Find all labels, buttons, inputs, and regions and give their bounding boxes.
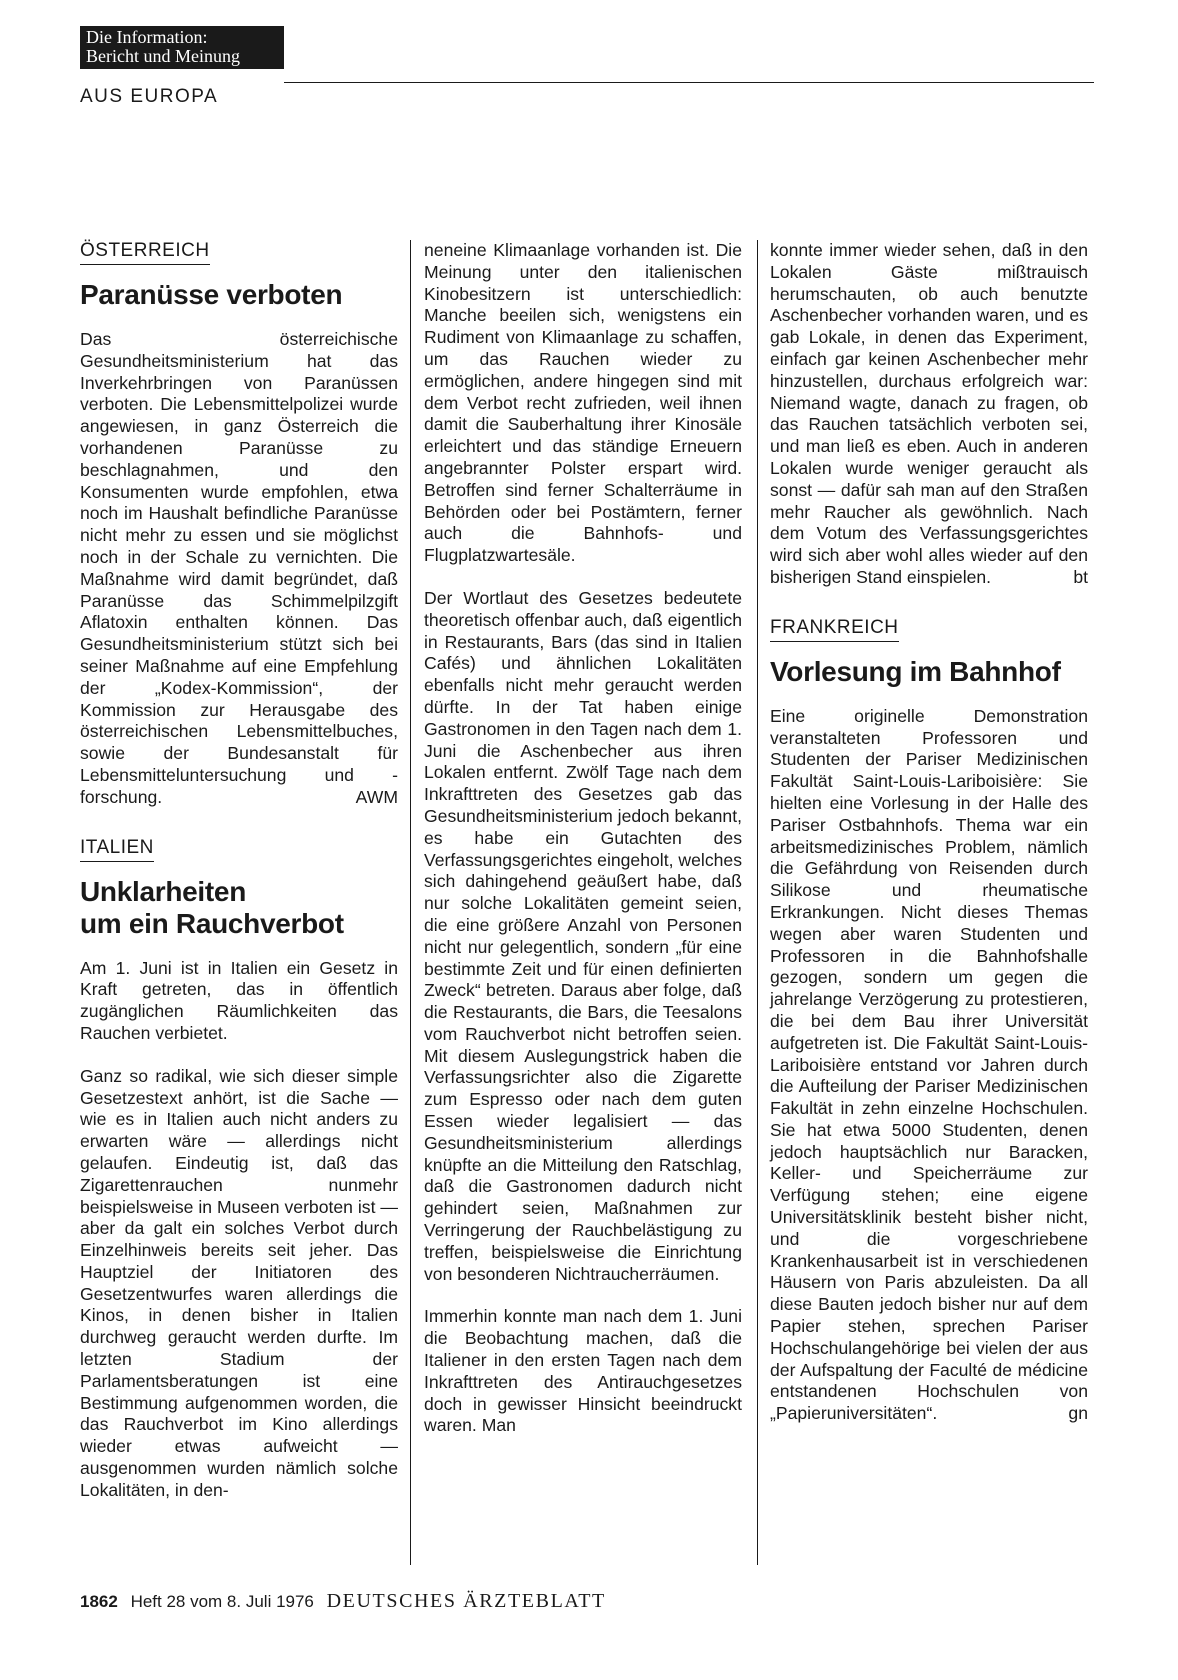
region-label: AUS EUROPA [80, 86, 219, 107]
author-signature: bt [1073, 566, 1088, 587]
article-text: Eine originelle Demonstration veranstalteten Professoren und Studenten der Pariser Medizinischen Fakultät Saint-Louis-Lariboisière: Sie hielten eine Vorlesung in der Halle des Pariser Ostbahnhofs. Thema war ein arbeitsmedizinisches Problem, nämlich die Gefährdung von Reisenden durch Silikose und rheumatische Erkrankungen. Nicht dieses Themas wegen aber waren Studenten und Professoren in die Bahnhofshalle gezogen, sondern um gegen die jahrelange Verzögerung zu protestieren, die bei dem Bau ihrer Universität aufgetreten ist. Die Fakultät Saint-Louis-Lariboisière entstand vor Jahren durch die Aufteilung der Pariser Medizinischen Fakultät in zehn einzelne Hochschulen. Sie hat etwa 5000 Studenten, denen jedoch hauptsächlich nur Baracken, Keller- und Speicherräume zur Verfügung stehen; eine eigene Universitätsklinik besteht bisher nicht, und die vorgeschriebene Krankenhausarbeit ist in verschiedenen Häusern von Paris abzuleisten. Da all diese Bauten jedoch bisher nur auf dem Papier stehen, sprechen Pariser Hochschulangehörige bei vielen der aus der Aufspaltung der Faculté de médicine entstandenen Hochschulen von „Papieruniversitäten“. [770, 705, 1088, 1424]
headline-austria: Paranüsse verboten [80, 279, 343, 310]
article-paragraph: Immerhin konnte man nach dem 1. Juni die Beobachtung machen, daß die Italiener in den ersten Tagen nach dem Inkrafttreten des Antirauchgesetzes doch in gewisser Hinsicht beeindruckt waren. Man [424, 1306, 742, 1436]
section-label-italy: ITALIEN [80, 837, 154, 862]
article-paragraph: Der Wortlaut des Gesetzes bedeutete theoretisch offenbar auch, daß eigentlich in Restaurants, Bars (das sind in Italien Cafés) und ähnlichen Lokalitäten ebenfalls nicht mehr geraucht werden dürfte. In der Tat haben einige Gastronomen in den Tagen nach dem 1. Juni die Aschenbecher aus ihren Lokalen entfernt. Zwölf Tage nach dem Inkrafttreten des Gesetzes gab das Gesundheitsministerium jedoch bekannt, es habe ein Gutachten des Verfassungsgerichtes eingeholt, welches sich dahingehend geäußert habe, daß nur solche Lokalitäten gemeint seien, die eine größere Anzahl von Personen nicht nur gelegentlich, sondern „für eine bestimmte Zeit und für einen definierten Zweck“ betreten. Daraus aber folge, daß die Restaurants, die Bars, die Teesalons vom Rauchverbot nicht betroffen seien. Mit diesem Auslegungstrick haben die Verfassungsrichter also die Zigarette zum Espresso oder nach dem guten Essen wieder legalisiert — das Gesundheitsministerium allerdings knüpfte an die Mitteilung den Ratschlag, daß die Gastronomen dadurch nicht gehindert seien, Maßnahmen zur Verringerung der Rauchbelästigung zu treffen, beispielsweise die Einrichtung von besonderen Nichtraucherräumen. [424, 587, 742, 1284]
column-1 [80, 240, 398, 1502]
page-number: 1862 [80, 1592, 118, 1611]
column-divider [410, 240, 411, 1565]
article-body-austria [80, 329, 398, 809]
section-label-austria: ÖSTERREICH [80, 240, 210, 265]
article-italy-header [80, 837, 398, 940]
headline-italy [80, 876, 398, 940]
author-signature: AWM [355, 786, 398, 807]
issue-info: Heft 28 vom 8. Juli 1976 [130, 1592, 314, 1611]
author-signature: gn [1068, 1403, 1088, 1424]
section-label-france: FRANKREICH [770, 617, 899, 642]
magazine-title: DEUTSCHES ÄRZTEBLATT [326, 1590, 606, 1612]
headline-line: Unklarheiten [80, 875, 246, 907]
column-3 [770, 240, 1088, 1425]
headline-france: Vorlesung im Bahnhof [770, 655, 1061, 687]
article-text: Das österreichische Gesundheitsministerium hat das Inverkehrbringen von Paranüssen verboten. Die Lebensmittelpolizei wurde angewiesen, in ganz Österreich die vorhandenen Paranüsse zu beschlagnahmen, und den Konsumenten wurde empfohlen, etwa noch im Haushalt befindliche Paranüsse nicht mehr zu essen und sie möglichst noch in der Schale zu vernichten. Die Maßnahme wird damit begründet, daß Paranüsse das Schimmelpilzgift Aflatoxin enthalten können. Das Gesundheitsministerium stützt sich bei seiner Maßnahme auf eine Empfehlung der „Kodex-Kommission“, der Kommission zur Herausgabe des österreichischen Lebensmittelbuches, sowie der Bundesanstalt für Lebensmitteluntersuchung und -forschung. [80, 329, 398, 807]
article-paragraph: Ganz so radikal, wie sich dieser simple Gesetzestext anhört, ist die Sache — wie es in Italien auch nicht anders zu erwarten wäre — allerdings nicht gelaufen. Eindeutig ist, daß das Zigarettenrauchen nunmehr beispielsweise in Museen verboten ist — aber da galt ein solches Verbot durch Einzelhinweis bereits seit jeher. Das Hauptziel der Initiatoren des Gesetzentwurfes waren allerdings die Kinos, in denen bisher in Italien durchweg geraucht werden durfte. Im letzten Stadium der Parlamentsberatungen ist eine Bestimmung aufgenommen worden, die das Rauchverbot im Kino allerdings wieder etwas aufweicht — ausgenommen wurden nämlich solche Lokalitäten, in den- [80, 1065, 398, 1500]
masthead-line2: Bericht und Meinung [86, 46, 240, 66]
column-divider [757, 240, 758, 1565]
header-rule [284, 82, 1094, 83]
masthead [80, 26, 284, 69]
page-footer [80, 1590, 606, 1613]
masthead-line1: Die Information: [86, 27, 208, 47]
article-body-france [770, 706, 1088, 1425]
article-paragraph-continued: konnte immer wieder sehen, daß in den Lokalen Gäste mißtrauisch herumschauten, ob auch benutzte Aschenbecher vorhanden waren, und es gab Lokale, in denen das Experiment, einfach gar keinen Aschenbecher mehr hinzustellen, durchaus erfolgreich war: Niemand wagte, danach zu fragen, ob das Rauchen tatsächlich verboten sei, und man ließ es eben. Auch in anderen Lokalen wurde weniger geraucht als sonst — dafür sah man auf den Straßen mehr Raucher als gewöhnlich. Nach dem Votum des Verfassungsgerichtes wird sich aber wohl alles wieder auf den bisherigen Stand einspielen. bt [770, 240, 1088, 587]
article-paragraph-continued: neneine Klimaanlage vorhanden ist. Die Meinung unter den italienischen Kinobesitzern ist unterschiedlich: Manche beeilen sich, wenigstens ein Rudiment von Klimaanlage zu schaffen, um das Rauchen wieder zu ermöglichen, andere hingegen sind mit dem Verbot recht zufrieden, weil ihnen damit die Sauberhaltung ihrer Kinosäle erleichtert und das ständige Erneuern angebrannter Polster erspart wird. Betroffen sind ferner Schalterräume in Behörden oder bei Postämtern, ferner auch die Bahnhofs- und Flugplatzwartesäle. [424, 240, 742, 566]
article-paragraph: Am 1. Juni ist in Italien ein Gesetz in Kraft getreten, das in öffentlich zugänglichen Räumlichkeiten das Rauchen verbietet. [80, 957, 398, 1043]
headline-line: um ein Rauchverbot [80, 907, 344, 939]
column-2 [424, 240, 742, 1437]
article-france-header [770, 617, 1088, 688]
